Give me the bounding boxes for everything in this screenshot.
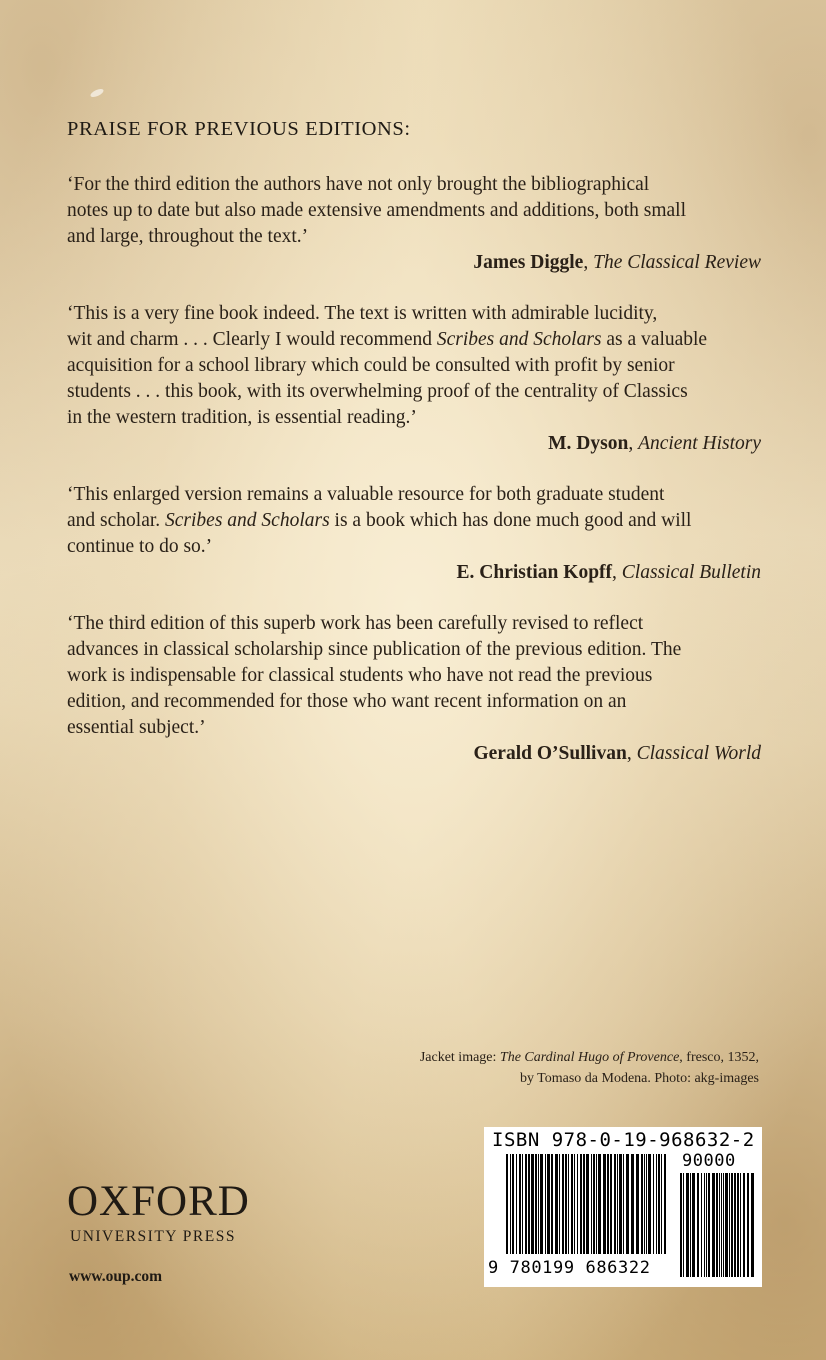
- review-line: wit and charm . . . Clearly I would recommend: [67, 329, 437, 350]
- barcode-bar: [619, 1154, 622, 1254]
- barcode-bar: [661, 1154, 662, 1254]
- review-line: is a book which has done much good and will: [329, 510, 692, 531]
- barcode-bar: [510, 1154, 511, 1254]
- reviewer-name: James Diggle: [473, 252, 584, 273]
- barcode-bar: [522, 1154, 523, 1254]
- barcode-bar: [528, 1154, 530, 1254]
- barcode-bar: [574, 1154, 575, 1254]
- paper-fleck: [89, 87, 104, 98]
- barcode-bar: [656, 1154, 657, 1254]
- credit-suffix: , fresco, 1352,: [679, 1050, 759, 1065]
- barcode-addon-bar: [737, 1173, 739, 1277]
- review-line: notes up to date but also made extensive amendments and additions, both small: [67, 200, 687, 221]
- attribution-separator: ,: [626, 743, 632, 764]
- barcode-bar: [519, 1154, 521, 1254]
- review-line: ‘For the third edition the authors have not only brought the bibliographical: [67, 174, 650, 195]
- barcode-bar: [559, 1154, 560, 1254]
- barcode-addon-bar: [706, 1173, 707, 1277]
- barcode-bar: [626, 1154, 629, 1254]
- barcode-bar: [571, 1154, 573, 1254]
- barcode-bar: [545, 1154, 546, 1254]
- attribution-separator: ,: [583, 252, 589, 273]
- review-line: ‘This enlarged version remains a valuable resource for both graduate student: [67, 484, 665, 505]
- review-line: ‘The third edition of this superb work has been carefully revised to reflect: [67, 613, 644, 634]
- barcode-bar: [603, 1154, 606, 1254]
- barcode-addon-bar: [692, 1173, 695, 1277]
- barcode-bar: [610, 1154, 612, 1254]
- review-line: as a valuable: [601, 329, 708, 350]
- barcode-bar: [596, 1154, 597, 1254]
- barcode-addon-bar: [712, 1173, 715, 1277]
- publisher-logo: [67, 1180, 297, 1246]
- review-line: essential subject.’: [67, 717, 206, 738]
- publisher-website: www.oup.com: [69, 1268, 163, 1285]
- barcode-bar: [664, 1154, 666, 1254]
- review-text: [67, 611, 761, 741]
- barcode-bar: [506, 1154, 508, 1254]
- publication-name: Classical Bulletin: [621, 562, 761, 583]
- review-line: edition, and recommended for those who want recent information on an: [67, 691, 627, 712]
- review-line: in the western tradition, is essential reading.’: [67, 407, 417, 428]
- barcode-bar: [580, 1154, 582, 1254]
- barcode-addon-bar: [708, 1173, 710, 1277]
- barcode-addon-bar: [740, 1173, 741, 1277]
- review-line: students . . . this book, with its overwhelming proof of the centrality of Classics: [67, 381, 688, 402]
- review-dyson: [67, 301, 761, 457]
- barcode-bar: [631, 1154, 634, 1254]
- isbn-barcode: [484, 1127, 762, 1287]
- barcode-addon-bar: [690, 1173, 691, 1277]
- barcode-addon-bar: [683, 1173, 684, 1277]
- credit-prefix: Jacket image:: [419, 1050, 500, 1065]
- barcode-addon-bar: [751, 1173, 754, 1277]
- barcode-addon-bar: [719, 1173, 720, 1277]
- barcode-addon-bar: [721, 1173, 722, 1277]
- barcode-bar: [516, 1154, 517, 1254]
- book-title: Scribes and Scholars: [436, 329, 602, 350]
- review-attribution: [67, 431, 761, 457]
- barcode-bar: [607, 1154, 609, 1254]
- barcode-bar: [636, 1154, 639, 1254]
- book-title: Scribes and Scholars: [165, 510, 330, 531]
- review-line: work is indispensable for classical students who have not read the previous: [67, 665, 653, 686]
- barcode-bar: [646, 1154, 647, 1254]
- credit-line: by Tomaso da Modena. Photo: akg-images: [519, 1071, 759, 1086]
- barcode-bar: [535, 1154, 537, 1254]
- barcode-bar: [538, 1154, 539, 1254]
- barcode-bar: [583, 1154, 585, 1254]
- review-osullivan: [67, 611, 761, 767]
- barcode-bar: [623, 1154, 624, 1254]
- barcode-bar: [598, 1154, 601, 1254]
- barcode-bar: [614, 1154, 616, 1254]
- barcode-bar: [555, 1154, 558, 1254]
- barcode-addon-bar: [704, 1173, 705, 1277]
- reviewer-name: E. Christian Kopff: [456, 562, 613, 583]
- publisher-name: OXFORD: [67, 1178, 250, 1225]
- barcode-bar: [658, 1154, 660, 1254]
- publication-name: Ancient History: [638, 433, 761, 454]
- barcode-addon-bar: [734, 1173, 736, 1277]
- barcode-addon-bar: [716, 1173, 718, 1277]
- review-line: and scholar.: [67, 510, 166, 531]
- barcode-bar: [617, 1154, 618, 1254]
- section-heading: PRAISE FOR PREVIOUS EDITIONS:: [67, 118, 411, 140]
- barcode-bar: [565, 1154, 567, 1254]
- barcode-bar: [562, 1154, 564, 1254]
- jacket-image-credit: [300, 1047, 759, 1089]
- barcode-addon-bar: [729, 1173, 730, 1277]
- reviewer-name: Gerald O’Sullivan: [473, 743, 627, 764]
- publication-name: The Classical Review: [593, 252, 761, 273]
- barcode-bar: [648, 1154, 651, 1254]
- barcode-bar: [547, 1154, 550, 1254]
- barcode-bar: [512, 1154, 514, 1254]
- review-line: and large, throughout the text.’: [67, 226, 309, 247]
- barcode-bar: [593, 1154, 595, 1254]
- review-line: acquisition for a school library which could be consulted with profit by senior: [67, 355, 675, 376]
- review-text: [67, 172, 761, 250]
- publication-name: Classical World: [636, 743, 761, 764]
- review-line: continue to do so.’: [67, 536, 213, 557]
- barcode-bar: [577, 1154, 578, 1254]
- barcode-addon-bar: [723, 1173, 724, 1277]
- barcode-bar: [551, 1154, 553, 1254]
- price-code: 90000: [682, 1151, 736, 1171]
- ean-number: 9 780199 686322: [488, 1258, 651, 1278]
- attribution-separator: ,: [612, 562, 617, 583]
- review-attribution: [67, 560, 761, 586]
- barcode-bar: [653, 1154, 654, 1254]
- barcode-bar: [525, 1154, 527, 1254]
- barcode-addon-bar: [697, 1173, 699, 1277]
- barcode-bar: [531, 1154, 534, 1254]
- review-attribution: [67, 250, 761, 276]
- barcode-addon-bar: [701, 1173, 702, 1277]
- artwork-title: The Cardinal Hugo of Provence: [499, 1050, 680, 1065]
- isbn-number: ISBN 978-0-19-968632-2: [492, 1129, 755, 1151]
- barcode-addon-bar: [743, 1173, 745, 1277]
- barcode-bar: [540, 1154, 543, 1254]
- review-text: [67, 301, 761, 431]
- barcode-bar: [568, 1154, 569, 1254]
- barcode-addon-bar: [731, 1173, 733, 1277]
- barcode-bar: [641, 1154, 643, 1254]
- barcode-bar: [586, 1154, 589, 1254]
- publisher-subtitle: UNIVERSITY PRESS: [70, 1228, 236, 1245]
- review-attribution: [67, 741, 761, 767]
- barcode-addon-bar: [725, 1173, 728, 1277]
- review-diggle: [67, 172, 761, 276]
- review-line: advances in classical scholarship since publication of the previous edition. The: [67, 639, 682, 660]
- attribution-separator: ,: [628, 433, 634, 454]
- barcode-bar: [644, 1154, 645, 1254]
- review-line: ‘This is a very fine book indeed. The text is written with admirable lucidity,: [67, 303, 658, 324]
- reviewer-name: M. Dyson: [548, 433, 629, 454]
- barcode-addon-bar: [686, 1173, 689, 1277]
- barcode-addon-bar: [747, 1173, 749, 1277]
- review-kopff: [67, 482, 761, 586]
- review-text: [67, 482, 761, 560]
- barcode-bar: [591, 1154, 592, 1254]
- barcode-addon-bar: [680, 1173, 682, 1277]
